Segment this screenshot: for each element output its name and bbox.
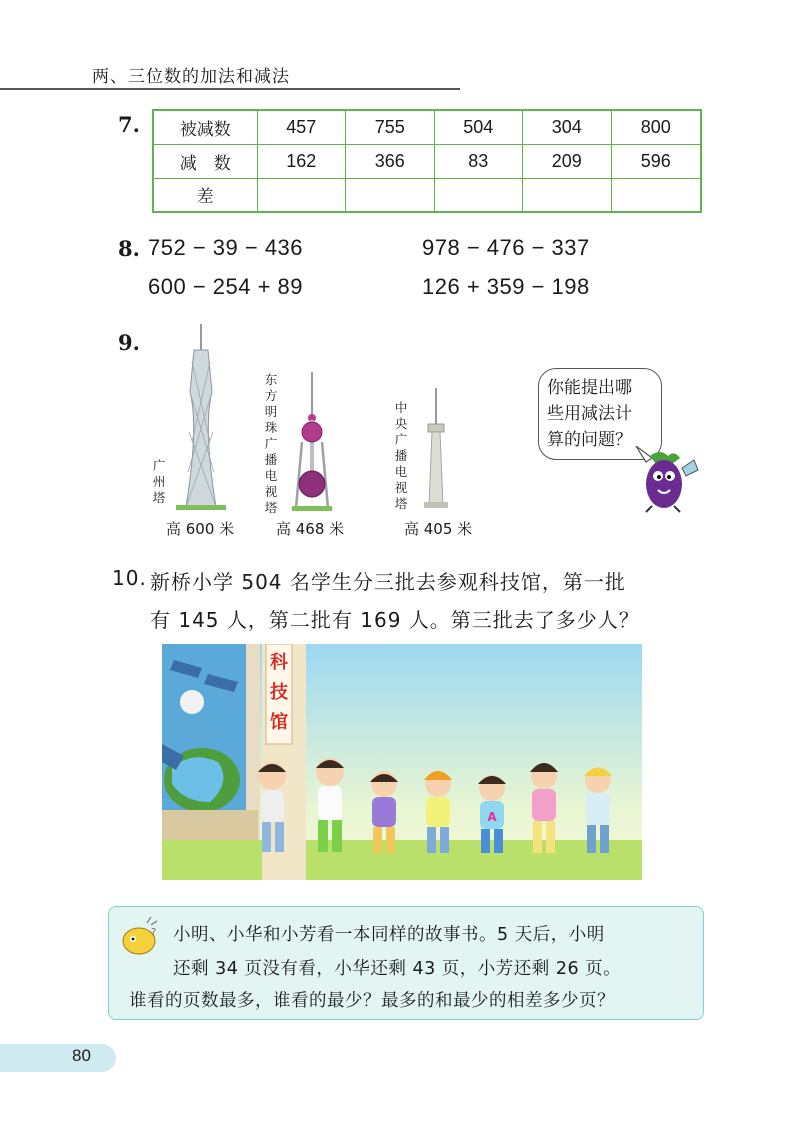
table-row: [153, 178, 701, 212]
table-cell: 209: [523, 144, 612, 178]
sign-char: 馆: [270, 712, 288, 733]
thinking-character-icon: [117, 915, 161, 959]
chapter-header: [0, 58, 460, 92]
expression-4: 126 + 359 − 198: [422, 274, 590, 299]
tower-label-oriental-pearl: [264, 372, 278, 516]
answer-cell[interactable]: [611, 178, 701, 212]
tower-name: 东 方 明 珠 广 播 电 视 塔: [264, 372, 278, 515]
answer-cell[interactable]: [434, 178, 523, 212]
cctv-tower-illustration: [420, 386, 452, 512]
table-cell: 304: [523, 110, 612, 144]
table-row: [153, 110, 701, 144]
think-box: [108, 906, 704, 1020]
think-line-2: 还剩 34 页没有看，小华还剩 43 页，小芳还剩 26 页。: [173, 959, 622, 979]
tower-label-guangzhou: [152, 458, 166, 506]
scene-illustration: [162, 644, 642, 880]
answer-cell[interactable]: [523, 178, 612, 212]
expression-3: 600 − 254 + 89: [148, 274, 304, 299]
sign-char: 科: [270, 652, 288, 673]
row-label-subtrahend: 减 数: [153, 144, 257, 178]
question-10-number: 10.: [112, 566, 147, 590]
expression-1: 752 − 39 − 436: [148, 235, 304, 260]
science-museum-scene: [162, 644, 642, 880]
think-line-3: 谁看的页数最多，谁看的最少？最多的和最少的相差多少页？: [129, 991, 615, 1011]
shirt-letter: A: [487, 810, 497, 824]
table-cell: 504: [434, 110, 523, 144]
row-label-difference: 差: [153, 178, 257, 212]
tower-height-guangzhou: 高 600 米: [166, 520, 235, 538]
chapter-title: 两、三位数的加法和减法: [92, 67, 290, 87]
answer-cell[interactable]: [257, 178, 346, 212]
question-7-number: 7.: [118, 112, 140, 137]
table-cell: 755: [346, 110, 435, 144]
oriental-pearl-tower-illustration: [290, 370, 334, 512]
table-cell: 457: [257, 110, 346, 144]
expression-2: 978 − 476 − 337: [422, 235, 590, 260]
bubble-line: 算的问题？: [547, 430, 632, 450]
question-8-number: 8.: [118, 236, 140, 261]
sign-char: 技: [270, 682, 288, 703]
canton-tower-illustration: [172, 322, 230, 512]
think-line-1: 小明、小华和小芳看一本同样的故事书。5 天后，小明: [173, 925, 605, 945]
table-cell: 162: [257, 144, 346, 178]
table-cell: 366: [346, 144, 435, 178]
page-number: 80: [72, 1046, 91, 1065]
subtraction-table: [152, 109, 702, 213]
question-10-line-1: 新桥小学 504 名学生分三批去参观科技馆，第一批: [150, 570, 626, 594]
tower-label-cctv: [394, 400, 408, 512]
question-10-line-2: 有 145 人，第二批有 169 人。第三批去了多少人？: [150, 608, 640, 632]
answer-cell[interactable]: [346, 178, 435, 212]
header-rule: [0, 88, 460, 90]
tower-height-oriental-pearl: 高 468 米: [276, 520, 345, 538]
table-cell: 800: [611, 110, 701, 144]
table-cell: 83: [434, 144, 523, 178]
tower-height-cctv: 高 405 米: [404, 520, 473, 538]
table-cell: 596: [611, 144, 701, 178]
svg-text:?: ?: [151, 927, 157, 938]
bubble-line: 你能提出哪: [547, 378, 632, 398]
bubble-line: 些用减法计: [547, 404, 632, 424]
eggplant-mascot-icon: [622, 446, 702, 514]
table-row: [153, 144, 701, 178]
question-9-number: 9.: [118, 330, 140, 355]
tower-name: 广 州 塔: [152, 458, 166, 505]
tower-name: 中 央 广 播 电 视 塔: [394, 400, 408, 511]
row-label-minuend: 被减数: [153, 110, 257, 144]
page-number-tab: [0, 1044, 116, 1072]
